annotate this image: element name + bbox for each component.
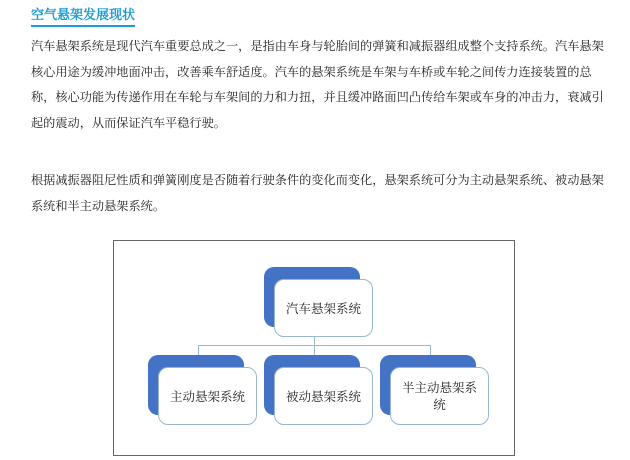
diagram-child-node-semi-active: [380, 355, 500, 427]
child-node-label: 主动悬架系统: [158, 367, 257, 425]
connector-middle-down: [314, 345, 315, 355]
intro-paragraph: 汽车悬架系统是现代汽车重要总成之一，是指由车身与轮胎间的弹簧和减振器组成整个支持系统。汽车悬架核心用途为缓冲地面冲击，改善乘车舒适度。汽车的悬架系统是车架与车桥或车轮之间传力连接装置的总称，核心功能为传递作用在车轮与车架间的力和力扭，并且缓冲路面凹凸传给车架或车身的冲击力，衰减引起的震动，从而保证汽车平稳行驶。: [31, 39, 604, 130]
child-node-label: 半主动悬架系统: [390, 367, 489, 425]
connector-left-down: [198, 345, 199, 355]
child-node-label: 被动悬架系统: [274, 367, 373, 425]
classification-paragraph: 根据减振器阻尼性质和弹簧刚度是否随着行驶条件的变化而变化，悬架系统可分为主动悬架系统、被动悬架系统和半主动悬架系统。: [31, 173, 604, 213]
diagram-child-node-active: [148, 355, 268, 427]
root-node-label: 汽车悬架系统: [274, 279, 373, 337]
suspension-hierarchy-diagram: [113, 240, 515, 456]
diagram-root-node: [264, 267, 384, 339]
diagram-child-node-passive: [264, 355, 384, 427]
section-heading: 空气悬架发展现状: [31, 8, 135, 27]
connector-right-down: [430, 345, 431, 355]
